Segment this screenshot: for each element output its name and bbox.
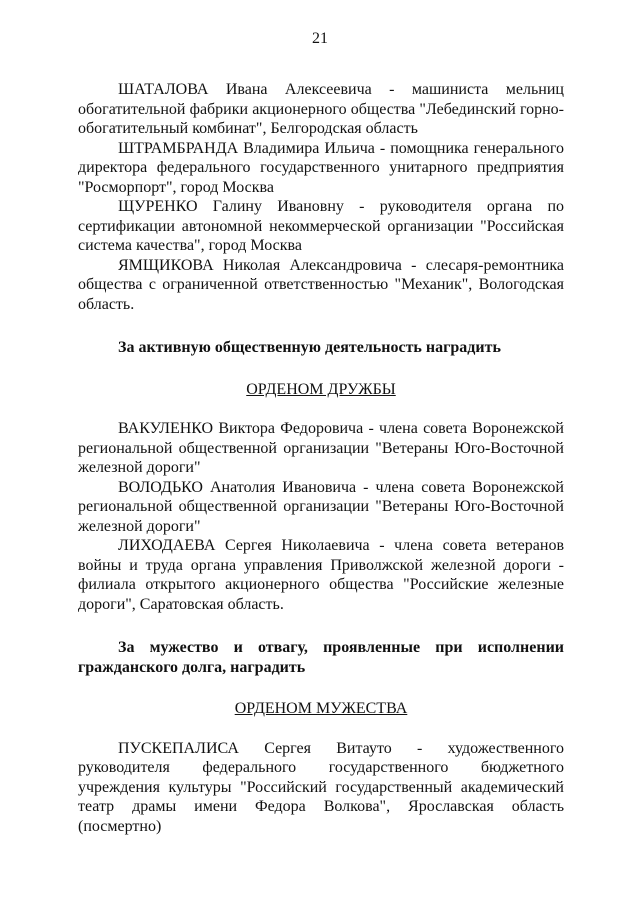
award-entry-shtrambrand: ШТРАМБРАНДА Владимира Ильича - помощника генерального директора федерального государственного унитарного предприятия "Росморпорт", город Москва	[78, 139, 564, 196]
award-entry-volodko: ВОЛОДЬКО Анатолия Ивановича - члена совета Воронежской региональной общественной организации "Ветераны Юго-Восточной железной дороги"	[78, 478, 564, 535]
award-heading-courage: За мужество и отвагу, проявленные при исполнении гражданского долга, наградить	[78, 639, 564, 676]
award-heading-public-activity: За активную общественную деятельность наградить	[118, 339, 501, 356]
award-entry-shchurenko: ЩУРЕНКО Галину Ивановну - руководителя органа по сертификации автономной некоммерческой организации "Российская система качества", город Москва	[78, 198, 564, 254]
document-body	[78, 80, 564, 836]
page-number: 21	[312, 30, 328, 47]
order-title-friendship: ОРДЕНОМ ДРУЖБЫ	[246, 380, 396, 398]
award-entry-yamshchikov: ЯМЩИКОВА Николая Александровича - слесаря-ремонтника общества с ограниченной ответственностью "Механик", Вологодская область.	[78, 256, 564, 313]
award-entry-vakulenko: ВАКУЛЕНКО Виктора Федоровича - члена совета Воронежской региональной общественной организации "Ветераны Юго-Восточной железной дороги"	[78, 420, 564, 476]
award-entry-likhodaev: ЛИХОДАЕВА Сергея Николаевича - члена совета ветеранов войны и труда органа управления Приволжской железной дороги - филиала открытого акционерного общества "Российские железные дороги", Саратовская область.	[78, 537, 564, 613]
order-title-courage: ОРДЕНОМ МУЖЕСТВА	[234, 700, 408, 717]
award-entry-shatalov: ШАТАЛОВА Ивана Алексеевича - машиниста мельниц обогатительной фабрики акционерного общества "Лебединский горно-обогатительный комбинат", Белгородская область	[78, 81, 564, 137]
award-entry-puskepalis: ПУСКЕПАЛИСА Сергея Витауто - художественного руководителя федерального государственного бюджетного учреждения культуры "Российский государственный академический театр драмы имени Федора Волкова", Ярославская область (посмертно)	[78, 739, 564, 835]
